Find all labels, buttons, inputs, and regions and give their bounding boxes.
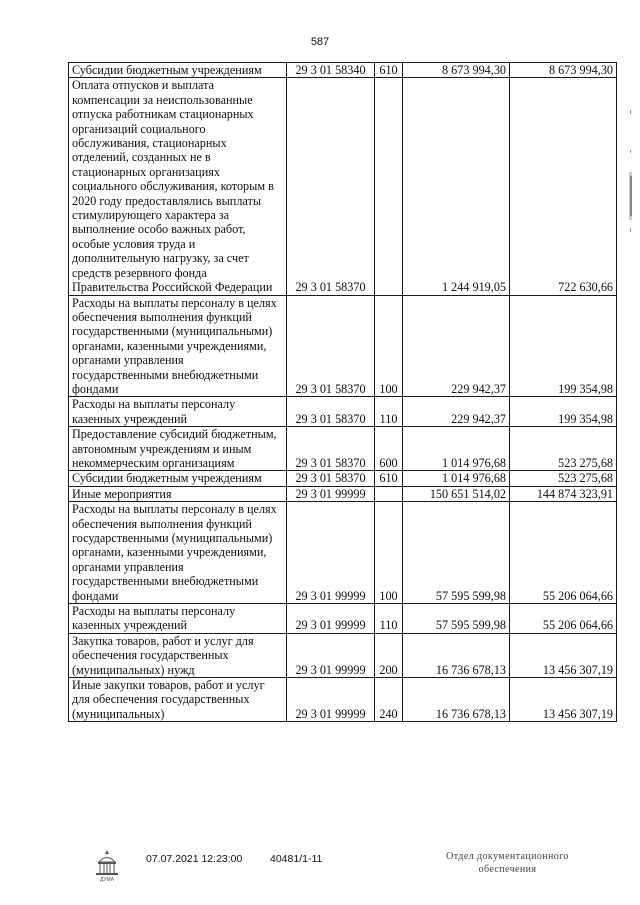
row-expense-type xyxy=(375,78,403,295)
budget-table xyxy=(68,62,617,722)
row-description: Субсидии бюджетным учреждениям xyxy=(69,471,287,486)
row-expense-type: 600 xyxy=(375,427,403,471)
row-expense-type xyxy=(375,486,403,501)
row-amount-2: 13 456 307,19 xyxy=(510,678,617,722)
row-target-code: 29 3 01 99999 xyxy=(287,486,375,501)
scan-artifact-marks xyxy=(628,110,636,240)
table-row xyxy=(69,78,617,295)
row-expense-type: 240 xyxy=(375,678,403,722)
row-amount-2: 199 354,98 xyxy=(510,295,617,397)
table-row xyxy=(69,502,617,604)
row-amount-2: 523 275,68 xyxy=(510,471,617,486)
logo-text: ДУМА xyxy=(99,877,115,882)
row-target-code: 29 3 01 58370 xyxy=(287,471,375,486)
row-amount-1: 1 014 976,68 xyxy=(403,471,510,486)
row-amount-1: 8 673 994,30 xyxy=(403,63,510,78)
page-number: 587 xyxy=(310,36,330,48)
row-amount-1: 16 736 678,13 xyxy=(403,633,510,677)
row-expense-type: 100 xyxy=(375,295,403,397)
duma-building-icon xyxy=(94,848,120,882)
row-target-code: 29 3 01 58340 xyxy=(287,63,375,78)
row-description: Закупка товаров, работ и услуг для обеспечения государственных (муниципальных) нужд xyxy=(69,633,287,677)
stamp-line-2: обеспечения xyxy=(478,864,537,875)
table-row xyxy=(69,427,617,471)
table-row xyxy=(69,471,617,486)
row-description: Расходы на выплаты персоналу казенных учреждений xyxy=(69,604,287,634)
row-amount-1: 1 014 976,68 xyxy=(403,427,510,471)
table-row xyxy=(69,604,617,634)
stamp-line-1: Отдел документационного xyxy=(446,851,569,862)
row-expense-type: 110 xyxy=(375,604,403,634)
row-target-code: 29 3 01 58370 xyxy=(287,397,375,427)
row-target-code: 29 3 01 99999 xyxy=(287,678,375,722)
row-expense-type: 110 xyxy=(375,397,403,427)
row-target-code: 29 3 01 58370 xyxy=(287,427,375,471)
row-target-code: 29 3 01 58370 xyxy=(287,295,375,397)
row-description: Расходы на выплаты персоналу в целях обеспечения выполнения функций государственными (муниципальными) органами, казенными учреждениями, органами управления государственными внебюджетными фондами xyxy=(69,502,287,604)
table-row xyxy=(69,678,617,722)
row-target-code: 29 3 01 99999 xyxy=(287,604,375,634)
table-row xyxy=(69,486,617,501)
row-amount-1: 1 244 919,05 xyxy=(403,78,510,295)
footer-doc-number: 40481/1-11 xyxy=(270,853,323,865)
row-amount-1: 57 595 599,98 xyxy=(403,502,510,604)
row-description: Расходы на выплаты персоналу казенных учреждений xyxy=(69,397,287,427)
row-amount-1: 229 942,37 xyxy=(403,397,510,427)
row-amount-2: 523 275,68 xyxy=(510,427,617,471)
row-amount-1: 229 942,37 xyxy=(403,295,510,397)
table-row xyxy=(69,633,617,677)
row-amount-2: 13 456 307,19 xyxy=(510,633,617,677)
table-row xyxy=(69,397,617,427)
row-amount-1: 16 736 678,13 xyxy=(403,678,510,722)
row-description: Иные закупки товаров, работ и услуг для обеспечения государственных (муниципальных) xyxy=(69,678,287,722)
row-description: Расходы на выплаты персоналу в целях обеспечения выполнения функций государственными (муниципальными) органами, казенными учреждениями, органами управления государственными внебюджетными фондами xyxy=(69,295,287,397)
row-amount-1: 57 595 599,98 xyxy=(403,604,510,634)
row-amount-2: 199 354,98 xyxy=(510,397,617,427)
row-expense-type: 200 xyxy=(375,633,403,677)
row-description: Предоставление субсидий бюджетным, автономным учреждениям и иным некоммерческим организациям xyxy=(69,427,287,471)
table-row xyxy=(69,63,617,78)
row-amount-2: 55 206 064,66 xyxy=(510,502,617,604)
row-expense-type: 100 xyxy=(375,502,403,604)
row-expense-type: 610 xyxy=(375,471,403,486)
row-amount-2: 722 630,66 xyxy=(510,78,617,295)
row-target-code: 29 3 01 99999 xyxy=(287,633,375,677)
row-description: Субсидии бюджетным учреждениям xyxy=(69,63,287,78)
row-description: Иные мероприятия xyxy=(69,486,287,501)
row-expense-type: 610 xyxy=(375,63,403,78)
row-target-code: 29 3 01 99999 xyxy=(287,502,375,604)
footer-date: 07.07.2021 12:23:00 xyxy=(146,853,243,865)
department-stamp xyxy=(405,850,610,876)
row-amount-2: 55 206 064,66 xyxy=(510,604,617,634)
row-description: Оплата отпусков и выплата компенсации за неиспользованные отпуска работникам стационарных организаций социального обслуживания, стационарных отделений, созданных не в стационарных организациях социального обслуживания, которым в 2020 году предоставлялись выплаты стимулирующего характера за выполнение особо важных работ, особые условия труда и дополнительную нагрузку, за счет средств резервного фонда Правительства Российской Федерации xyxy=(69,78,287,295)
row-amount-1: 150 651 514,02 xyxy=(403,486,510,501)
row-amount-2: 144 874 323,91 xyxy=(510,486,617,501)
row-amount-2: 8 673 994,30 xyxy=(510,63,617,78)
budget-table-body xyxy=(69,63,617,722)
row-target-code: 29 3 01 58370 xyxy=(287,78,375,295)
table-row xyxy=(69,295,617,397)
